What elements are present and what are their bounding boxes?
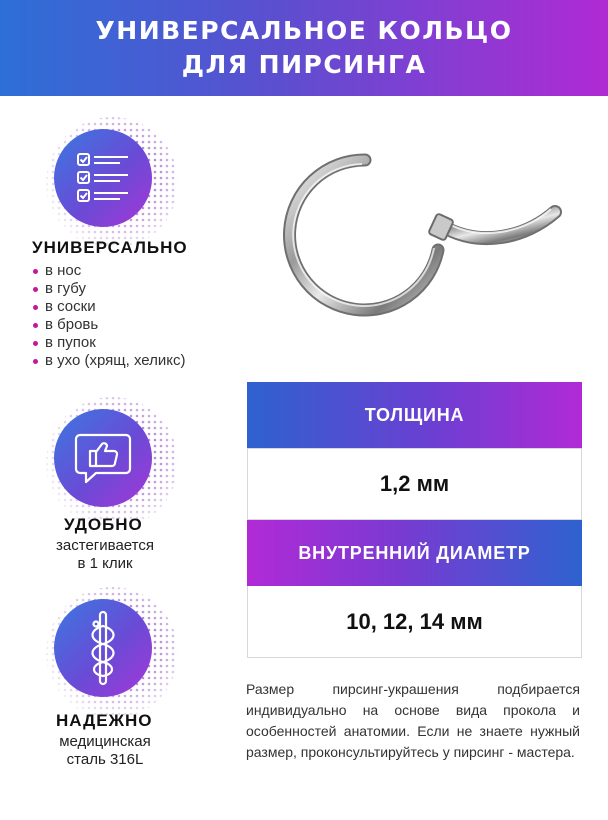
diameter-header: ВНУТРЕННИЙ ДИАМЕТР: [247, 520, 582, 586]
title-banner: [0, 0, 608, 96]
convenient-subtitle: застегивается в 1 клик: [56, 537, 154, 572]
list-item: в ухо (хрящ, хеликс): [33, 352, 185, 370]
list-item: в бровь: [33, 316, 185, 334]
caduceus-icon: [54, 599, 152, 697]
title-line-2: ДЛЯ ПИРСИНГА: [181, 50, 427, 79]
title-line-1: УНИВЕРСАЛЬНОЕ КОЛЬЦО: [95, 16, 513, 45]
universal-title: УНИВЕРСАЛЬНО: [32, 238, 188, 257]
reliable-subtitle: медицинская сталь 316L: [59, 733, 151, 768]
thumbs-up-chat-icon: [54, 409, 152, 507]
list-item: в губу: [33, 280, 185, 298]
thickness-value: 1,2 мм: [247, 448, 582, 520]
size-note: Размер пирсинг-украшения подбирается индивидуально на основе вида прокола и особенностей анатомии. Если не знаете нужный размер, проконсультируйтесь у пирсинг - мастера.: [246, 681, 580, 760]
thickness-header: ТОЛЩИНА: [247, 382, 582, 448]
spec-table: [247, 382, 582, 658]
usage-list: [33, 262, 185, 370]
list-item: в нос: [33, 262, 185, 280]
reliable-title: НАДЕЖНО: [56, 711, 153, 730]
ring-image: [270, 140, 570, 320]
list-item: в соски: [33, 298, 185, 316]
diameter-value: 10, 12, 14 мм: [247, 586, 582, 658]
convenient-title: УДОБНО: [64, 515, 143, 534]
checklist-icon: [54, 129, 152, 227]
list-item: в пупок: [33, 334, 185, 352]
